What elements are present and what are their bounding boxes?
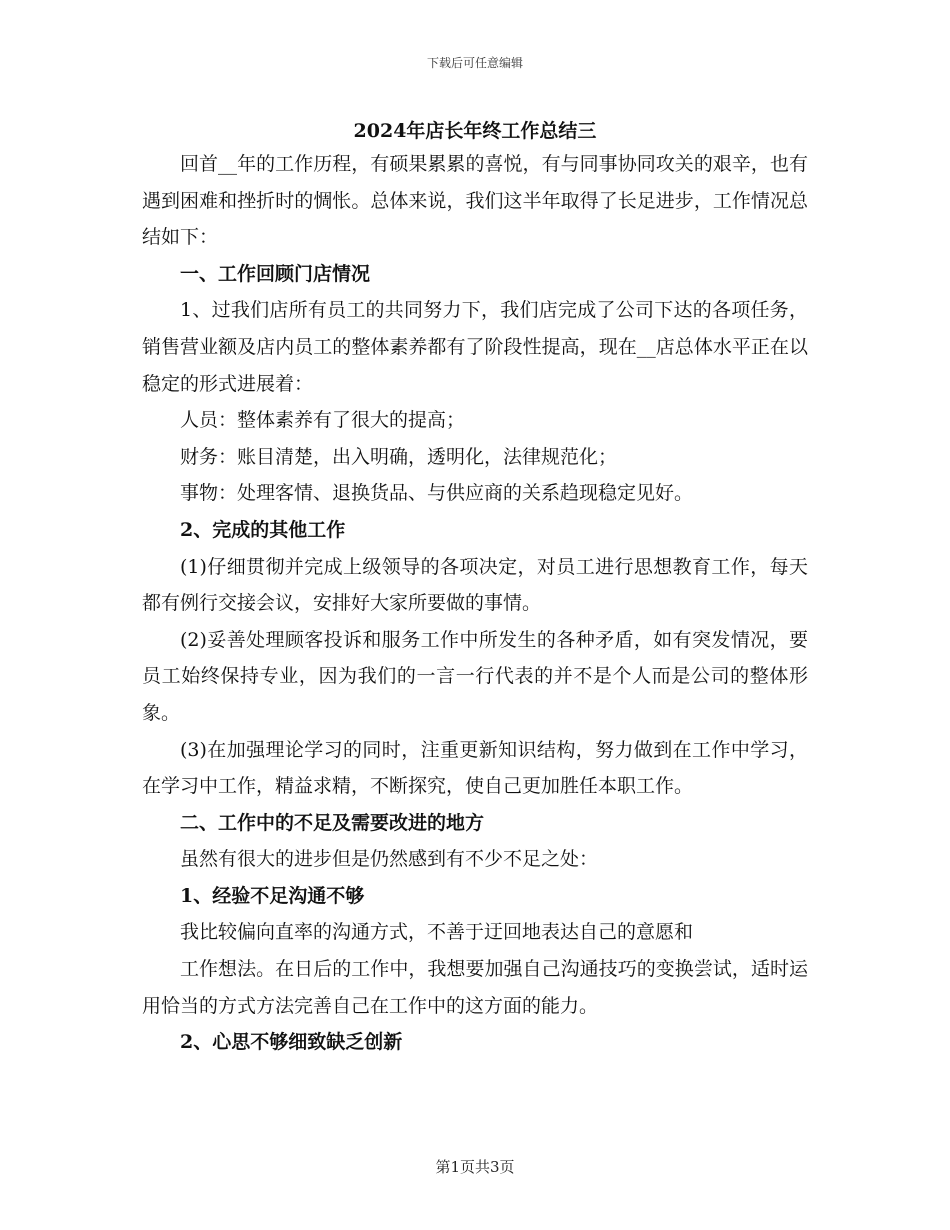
document-body	[142, 146, 808, 1061]
intro-paragraph: 回首__年的工作历程，有硕果累累的喜悦，有与同事协同攻关的艰辛，也有遇到困难和挫折时的惆怅。总体来说，我们这半年取得了长足进步，工作情况总结如下：	[142, 153, 808, 249]
subheading-other-work: 2、完成的其他工作	[180, 518, 346, 541]
list-item-3: (3)在加强理论学习的同时，注重更新知识结构，努力做到在工作中学习，在学习中工作，精益求精，不断探究，使自己更加胜任本职工作。	[142, 738, 808, 798]
section-heading-1: 一、工作回顾门店情况	[180, 262, 371, 285]
paragraph-affairs: 事物：处理客情、退换货品、与供应商的关系趋现稳定见好。	[180, 482, 694, 505]
paragraph-communication-rest: 工作想法。在日后的工作中，我想要加强自己沟通技巧的变换尝试，适时运用恰当的方式方法完善自己在工作中的这方面的能力。	[142, 958, 808, 1017]
paragraph-store-status: 1、过我们店所有员工的共同努力下，我们店完成了公司下达的各项任务，销售营业额及店内员工的整体素养都有了阶段性提高，现在__店总体水平正在以稳定的形式进展着：	[142, 299, 808, 395]
subheading-innovation: 2、心思不够细致缺乏创新	[180, 1031, 403, 1054]
paragraph-finance: 财务：账目清楚，出入明确，透明化，法律规范化；	[180, 445, 618, 468]
list-item-2: (2)妥善处理顾客投诉和服务工作中所发生的各种矛盾，如有突发情况，要员工始终保持专业，因为我们的一言一行代表的并不是个人而是公司的整体形象。	[142, 628, 808, 724]
page-number: 第1页共3页	[435, 1158, 515, 1176]
section-heading-2: 二、工作中的不足及需要改进的地方	[180, 811, 485, 834]
paragraph-staff: 人员：整体素养有了很大的提高；	[180, 409, 466, 432]
document-title: 2024年店长年终工作总结三	[353, 120, 597, 142]
paragraph-shortcomings-intro: 虽然有很大的进步但是仍然感到有不少不足之处：	[180, 848, 599, 871]
page-header-note: 下载后可任意编辑	[426, 56, 523, 70]
list-item-1: (1)仔细贯彻并完成上级领导的各项决定，对员工进行思想教育工作，每天都有例行交接会议，安排好大家所要做的事情。	[142, 555, 808, 615]
subheading-communication: 1、经验不足沟通不够	[180, 884, 365, 907]
paragraph-communication-line1: 我比较偏向直率的沟通方式，不善于迂回地表达自己的意愿和	[180, 921, 694, 944]
